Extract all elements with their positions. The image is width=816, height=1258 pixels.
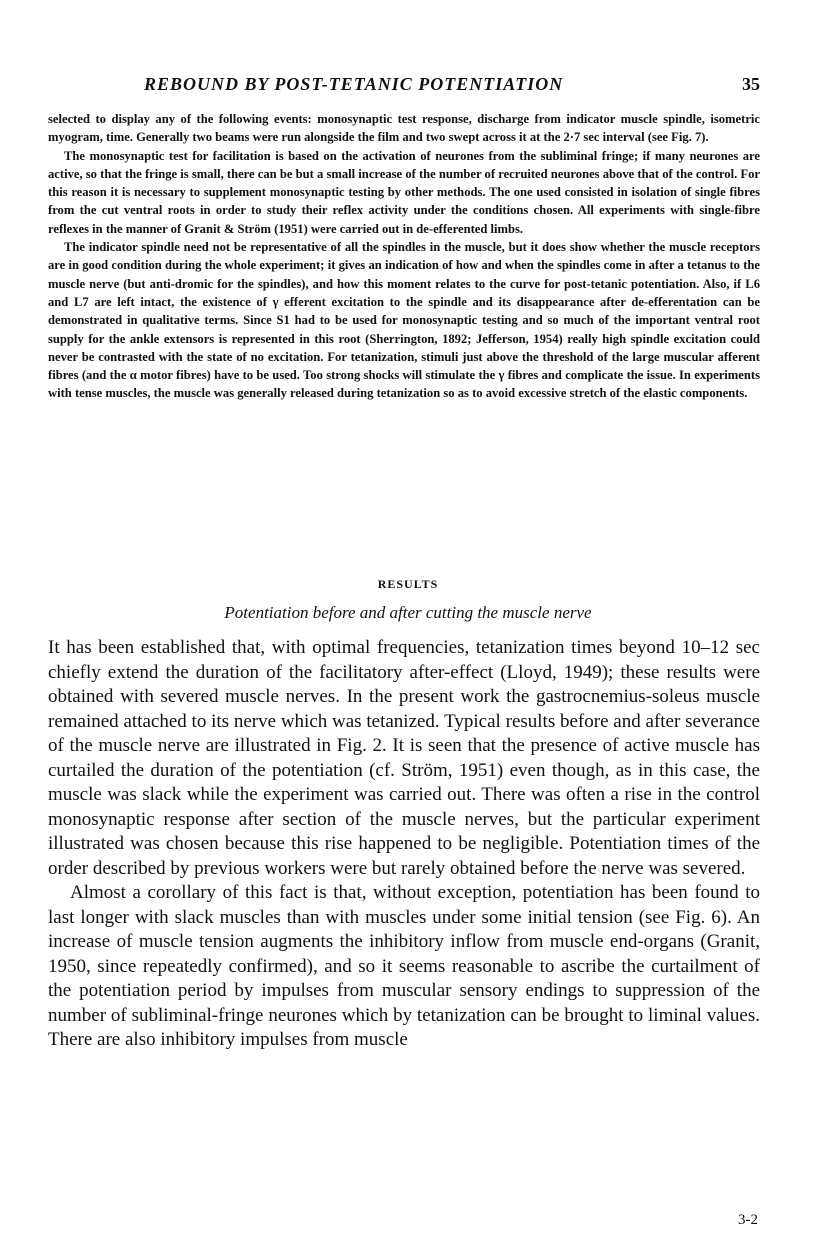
running-head: [48, 74, 760, 104]
page-number: 35: [742, 74, 760, 94]
signature-mark: 3-2: [738, 1212, 758, 1228]
methods-text: [48, 110, 760, 403]
results-paragraph-1: It has been established that, with optimal frequencies, tetanization times beyond 10–12 sec chiefly extend the duration of the facilitatory after-effect (Lloyd, 1949); these results were obtained with severed muscle nerves. In the present work the gastrocnemius-soleus muscle remained attached to its nerve which was tetanized. Typical results before and after severance of the muscle nerve are illustrated in Fig. 2. It is seen that the presence of active muscle has curtailed the duration of the potentiation (cf. Ström, 1951) even though, as in this case, the muscle was slack while the experiment was carried out. There was often a rise in the control monosynaptic response after section of the muscle nerves, but the particular experiment illustrated was chosen because this rise happened to be negligible. Potentiation times of the order described by previous workers were but rarely obtained before the nerve was severed.: [48, 637, 760, 879]
results-text: [48, 636, 760, 1053]
results-subheading: Potentiation before and after cutting the muscle nerve: [224, 603, 592, 622]
results-paragraph-2: Almost a corollary of this fact is that, without exception, potentiation has been found to last longer with slack muscles than with muscles under some initial tension (see Fig. 6). An increase of muscle tension augments the inhibitory inflow from muscle end-organs (Granit, 1950, since repeatedly confirmed), and so it seems reasonable to ascribe the curtailment of the potentiation period by impulses from muscular sensory endings to suppression of the number of subliminal-fringe neurones which by tetanization can be brought to liminal values. There are also inhibitory impulses from muscle: [48, 882, 760, 1050]
methods-paragraph-2: The monosynaptic test for facilitation is based on the activation of neurones from the subliminal fringe; if many neurones are active, so that the fringe is small, there can be but a small increase of the number of recruited neurones above that of the control. For this reason it is necessary to supplement monosynaptic testing by other methods. The one used consisted in isolation of single fibres from the cut ventral roots in order to study their reflex activity under the conditions chosen. All experiments with single-fibre reflexes in the manner of Granit & Ström (1951) were carried out in de-efferented limbs.: [48, 148, 760, 236]
running-title: REBOUND BY POST-TETANIC POTENTIATION: [144, 74, 564, 94]
methods-paragraph-1: selected to display any of the following events: monosynaptic test response, discharge from indicator muscle spindle, isometric myogram, time. Generally two beams were run alongside the film and two swept across it at the 2·7 sec interval (see Fig. 7).: [48, 112, 760, 145]
methods-paragraph-3: The indicator spindle need not be representative of all the spindles in the muscle, but it does show whether the muscle receptors are in good condition during the whole experiment; it gives an indication of how and when the spindles come in after a tetanus to the muscle nerve (but anti-dromic for the spindles), and how this moment relates to the curve for post-tetanic potentiation. Also, if L6 and L7 are left intact, the existence of γ efferent excitation to the spindle and its disappearance after de-efferentation can be demonstrated in qualitative terms. Since S1 had to be used for monosynaptic testing and so much of the important ventral root supply for the ankle extensors is represented in this root (Sherrington, 1892; Jefferson, 1954) really high spindle excitation could never be contrasted with the state of no excitation. For tetanization, stimuli just above the threshold of the large muscular afferent fibres (and the α motor fibres) have to be used. Too strong shocks will stimulate the γ fibres and complicate the issue. In experiments with tense muscles, the muscle was generally released during tetanization so as to avoid excessive stretch of the elastic components.: [48, 240, 760, 401]
results-heading: RESULTS: [377, 577, 439, 591]
